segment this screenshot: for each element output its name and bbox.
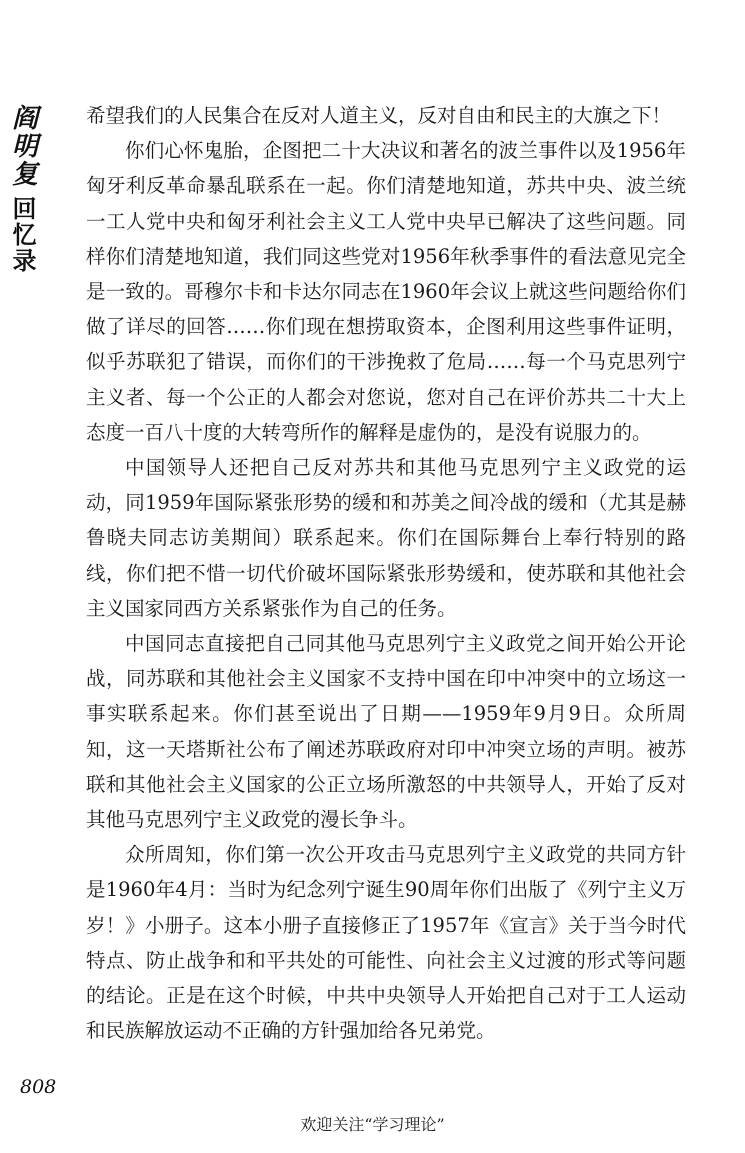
side-title-book: 回忆录 — [8, 196, 36, 274]
paragraph-5: 众所周知，你们第一次公开攻击马克思列宁主义政党的共同方针是1960年4月：当时为纪念列宁诞生90周年你们出版了《列宁主义万岁！》小册子。这本小册子直接修正了1957年《宣言》关于当今时代特点、防止战争和和平共处的可能性、向社会主义过渡的形式等问题的结论。正是在这个时候，中共中央领导人开始把自己对于工人运动和民族解放运动不正确的方针强加给各兄弟党。 — [86, 843, 686, 1043]
watermark-caption: 欢迎关注“学习理论” — [300, 1115, 445, 1134]
body-text — [86, 98, 686, 1048]
side-title — [4, 104, 40, 274]
paragraph-4: 中国同志直接把自己同其他马克思列宁主义政党之间开始公开论战，同苏联和其他社会主义国家不支持中国在印中冲突中的立场这一事实联系起来。你们甚至说出了日期——1959年9月9日。众所周知，这一天塔斯社公布了阐述苏联政府对印中冲突立场的声明。被苏联和其他社会主义国家的公正立场所激怒的中共领导人，开始了反对其他马克思列宁主义政党的漫长争斗。 — [86, 632, 686, 832]
paragraph-2: 你们心怀鬼胎，企图把二十大决议和著名的波兰事件以及1956年匈牙利反革命暴乱联系在一起。你们清楚地知道，苏共中央、波兰统一工人党中央和匈牙利社会主义工人党中央早已解决了这些问题。同样你们清楚地知道，我们同这些党对1956年秋季事件的看法意见完全是一致的。哥穆尔卡和卡达尔同志在1960年会议上就这些问题给你们做了详尽的回答……你们现在想捞取资本，企图利用这些事件证明，似乎苏联犯了错误，而你们的干涉挽救了危局……每一个马克思列宁主义者、每一个公正的人都会对您说，您对自己在评价苏共二十大上态度一百八十度的大转弯所作的解释是虚伪的，是没有说服力的。 — [86, 139, 686, 444]
page-number: 808 — [20, 1076, 57, 1098]
paragraph-1: 希望我们的人民集合在反对人道主义，反对自由和民主的大旗之下！ — [86, 104, 672, 127]
side-title-author: 阎明复 — [7, 104, 38, 188]
paragraph-3: 中国领导人还把自己反对苏共和其他马克思列宁主义政党的运动，同1959年国际紧张形势的缓和和苏美之间冷战的缓和（尤其是赫鲁晓夫同志访美期间）联系起来。你们在国际舞台上奉行特别的路线，你们把不惜一切代价破坏国际紧张形势缓和，使苏联和其他社会主义国家同西方关系紧张作为自己的任务。 — [86, 456, 686, 620]
